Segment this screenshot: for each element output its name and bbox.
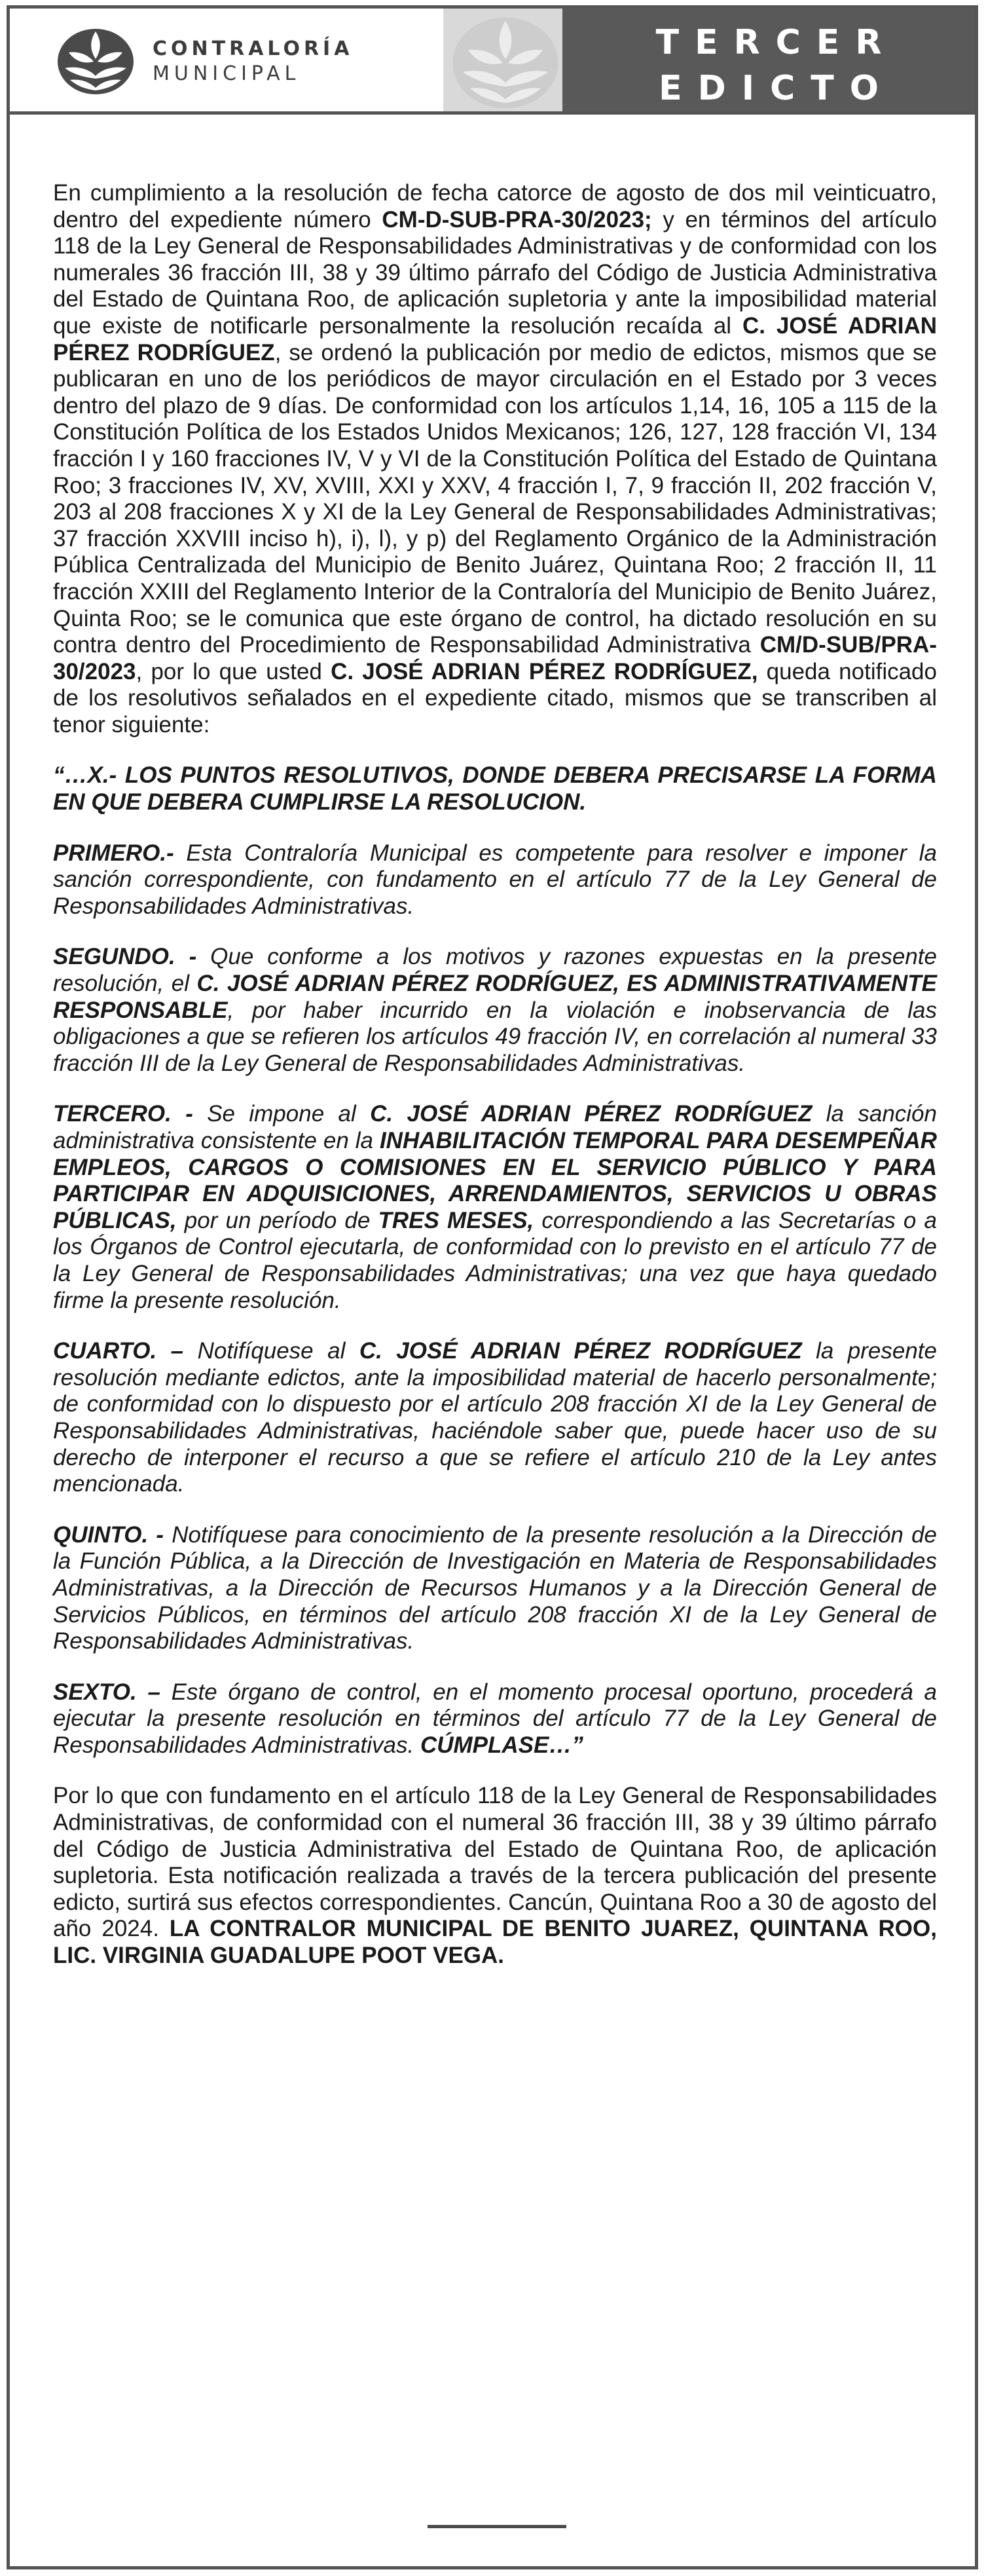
bold-text-run: C. JOSÉ ADRIAN PÉREZ RODRÍGUEZ, bbox=[331, 658, 758, 684]
text-run: Notifíquese para conocimiento de la presente resolución a la Dirección de la Función Pública, a la Dirección de Investigación en Materia de Responsabilidades Administrativas, a la Dirección de Recursos Humanos y a la Dirección General de Servicios Públicos, en términos del artículo 208 fracción XI de la Ley General de Responsabilidades Administrativas. bbox=[53, 1521, 938, 1654]
contraloria-logo bbox=[56, 23, 353, 100]
watermark-emblem-icon bbox=[450, 14, 561, 111]
edict-body bbox=[53, 180, 937, 1994]
paragraph-sexto bbox=[53, 1679, 937, 1759]
bold-text-run: C. JOSÉ ADRIAN PÉREZ RODRÍGUEZ, ES ADMINISTRATIVAMENTE RESPONSABLE bbox=[53, 971, 937, 1023]
bold-text-run: TERCERO. - bbox=[53, 1101, 193, 1127]
contraloria-emblem-icon bbox=[56, 26, 136, 97]
paragraph-cuarto bbox=[53, 1338, 937, 1498]
paragraph-cierre bbox=[53, 1783, 937, 1969]
org-name-line2: MUNICIPAL bbox=[153, 62, 301, 85]
bold-text-run: C. JOSÉ ADRIAN PÉREZ RODRÍGUEZ bbox=[370, 1101, 813, 1127]
org-name-line1: CONTRALORÍA bbox=[153, 37, 354, 60]
bold-text-run: QUINTO. - bbox=[53, 1521, 164, 1548]
header bbox=[10, 9, 975, 115]
text-run: , por lo que usted bbox=[136, 658, 331, 684]
paragraph-primero bbox=[53, 840, 937, 920]
text-run: Esta Contraloría Municipal es competente para resolver e imponer la sanción correspondiente, con fundamento en el artículo 77 de la Ley General de Responsabilidades Administrativas. bbox=[53, 840, 937, 919]
bold-text-run: CÚMPLASE…” bbox=[420, 1732, 583, 1758]
text-run: Este órgano de control, en el momento procesal oportuno, procederá a ejecutar la presente resolución en términos del artículo 77 de la Ley General de Responsabilidades Administrativas. bbox=[53, 1679, 938, 1758]
text-run: correspondiendo a las Secretarías o a los Órganos de Control ejecutarla, de conformidad con lo previsto en el artículo 77 de la Ley General de Responsabilidades Administrativas; una vez que haya quedado firme la presente resolución. bbox=[53, 1207, 938, 1313]
text-run: Por lo que con fundamento en el artículo 118 de la Ley General de Responsabilidades Administrativas, de conformidad con el numeral 36 fracción III, 38 y 39 último párrafo del Código de Justicia Administrativa del Estado de Quintana Roo, de aplicación supletoria. Esta notificación realizada a través de la tercera publicación del presente edicto, surtirá sus efectos correspondientes. Cancún, Quintana Roo a 30 de agosto del año 2024. bbox=[53, 1783, 937, 1942]
bold-text-run: INHABILITACIÓN TEMPORAL PARA DESEMPEÑAR EMPLEOS, CARGOS O COMISIONES EN EL SERVICIO PÚBLICO Y PARA PARTICIPAR EN ADQUISICIONES, ARRENDAMIENTOS, SERVICIOS U OBRAS PÚBLICAS, bbox=[53, 1128, 937, 1233]
text-run: la presente resolución mediante edictos, ante la imposibilidad material de hacerlo personalmente; de conformidad con lo dispuesto por el artículo 208 fracción XI de la Ley General de Responsabilidades Administrativas, haciéndole saber que, puede hacer uso de su derecho de interponer el recurso a que se refiere el artículo 210 de la Ley antes mencionada. bbox=[53, 1338, 937, 1497]
paragraph-tercero bbox=[53, 1101, 937, 1314]
text-run: , se ordenó la publicación por medio de edictos, mismos que se publicaran en uno de los periódicos de mayor circulación en el Estado por 3 veces dentro del plazo de 9 días. De conformidad con los artículos 1,14, 16, 105 a 115 de la Constitución Política de los Estados Unidos Mexicanos; 126, 127, 128 fracción VI, 134 fracción I y 160 fracciones IV, V y VI de la Constitución Política del Estado de Quintana Roo; 3 fracciones IV, XV, XVIII, XXI y XXV, 4 fracción I, 7, 9 fracción II, 202 fracción V, 203 al 208 fracciones X y XI de la Ley General de Responsabilidades Administrativas; 37 fracción XXVIII inciso h), i), l), y p) del Reglamento Orgánico de la Administración Pública Centralizada del Municipio de Benito Juárez, Quintana Roo; 2 fracción II, 11 fracción XXIII del Reglamento Interior de la Contraloría del Municipio de Benito Juárez, Quinta Roo; se le comunica que este órgano de control, ha dictado resolución en su contra dentro del Procedimiento de Responsabilidad Administrativa bbox=[53, 339, 937, 658]
paragraph-segundo bbox=[53, 944, 937, 1077]
title-line2: EDICTO bbox=[659, 69, 894, 108]
edict-title bbox=[562, 9, 975, 111]
text-run: , por haber incurrido en la violación e inobservancia de las obligaciones a que se refieren los artículos 49 fracción IV, en correlación al numeral 33 fracción III de la Ley General de Responsabilidades Administrativas. bbox=[53, 997, 937, 1076]
bold-text-run: “…X.- LOS PUNTOS RESOLUTIVOS, DONDE DEBERA PRECISARSE LA FORMA EN QUE DEBERA CUMPLIRSE LA RESOLUCION. bbox=[53, 762, 937, 815]
paragraph-puntos bbox=[53, 762, 937, 815]
text-run: Se impone al bbox=[192, 1101, 371, 1127]
bold-text-run: SEGUNDO. - bbox=[53, 944, 197, 970]
text-run: por un período de bbox=[176, 1207, 378, 1233]
bold-text-run: CM/D-SUB/PRA-30/2023 bbox=[53, 632, 937, 684]
paragraph-intro bbox=[53, 180, 937, 738]
edict-frame bbox=[7, 5, 978, 2569]
bold-text-run: C. JOSÉ ADRIAN PÉREZ RODRÍGUEZ bbox=[359, 1338, 802, 1364]
text-run: Que conforme a los motivos y razones expuestas en la presente resolución, el bbox=[53, 944, 937, 997]
text-run: la sanción administrativa consistente en la bbox=[53, 1101, 937, 1153]
text-run: Notifíquese al bbox=[183, 1338, 359, 1364]
bold-text-run: CUARTO. – bbox=[53, 1338, 184, 1364]
text-run: y en términos del artículo 118 de la Ley General de Responsabilidades Administrativas y de conformidad con los numerales 36 fracción III, 38 y 39 último párrafo del Código de Justicia Administrativa del Estado de Quintana Roo, de aplicación supletoria y ante la imposibilidad material que existe de notificarle personalmente la resolución recaída al bbox=[53, 206, 937, 339]
bold-text-run: C. JOSÉ ADRIAN PÉREZ RODRÍGUEZ bbox=[53, 312, 937, 365]
bold-text-run: PRIMERO.- bbox=[53, 840, 174, 866]
bold-text-run: CM-D-SUB-PRA-30/2023; bbox=[382, 206, 652, 233]
text-run: queda notificado de los resolutivos señalados en el expediente citado, mismos que se transcriben al tenor siguiente: bbox=[53, 658, 937, 737]
bold-text-run: TRES MESES, bbox=[378, 1207, 534, 1233]
bold-text-run: LA CONTRALOR MUNICIPAL DE BENITO JUAREZ, QUINTANA ROO, LIC. VIRGINIA GUADALUPE POOT VEGA. bbox=[53, 1916, 937, 1969]
watermark-emblem bbox=[443, 9, 562, 111]
title-line1: TERCER bbox=[655, 23, 898, 62]
bottom-divider bbox=[428, 2525, 566, 2528]
text-run: En cumplimiento a la resolución de fecha catorce de agosto de dos mil veinticuatro, dentro del expediente número bbox=[53, 180, 937, 233]
paragraph-quinto bbox=[53, 1522, 937, 1655]
bold-text-run: SEXTO. – bbox=[53, 1679, 160, 1705]
